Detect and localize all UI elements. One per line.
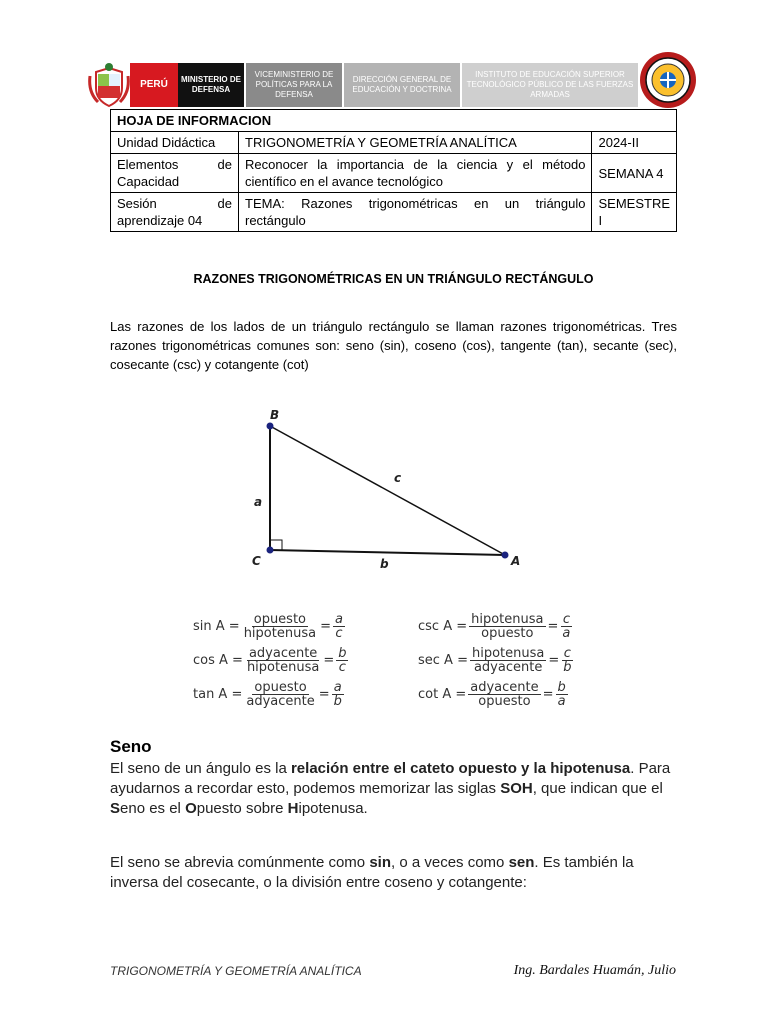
formula-cot: cot A = $\frac{\text{adyacente}}{\text{opuesto}}$ = $\frac{b}{a}$ <box>418 679 566 709</box>
formula-tan-rden: b <box>333 693 342 709</box>
vertex-b-label: B <box>270 408 280 422</box>
info-table-heading: HOJA DE INFORMACION <box>111 110 677 132</box>
seno-paragraph-2: El seno se abrevia comúnmente como sin, o a veces como sen. Es también la inversa del cosecante, o la división entre coseno y cotangente: <box>110 854 634 891</box>
formula-tan-den: adyacente <box>246 693 315 709</box>
formula-cot-den: opuesto <box>478 693 531 709</box>
vertex-c-dot <box>267 547 274 554</box>
right-triangle-diagram <box>240 400 540 580</box>
formula-cot-rnum: b <box>557 679 566 695</box>
side-b-label: b <box>380 557 389 571</box>
direccion-label: DIRECCIÓN GENERAL DE EDUCACIÓN Y DOCTRINA <box>344 63 460 107</box>
side-c-label: c <box>394 471 402 485</box>
formula-sin-rden: c <box>335 625 343 641</box>
formula-csc-rden: a <box>562 625 571 641</box>
document-title: RAZONES TRIGONOMÉTRICAS EN UN TRIÁNGULO RECTÁNGULO <box>193 272 594 286</box>
formula-sin: sin A = $\frac{\text{opuesto}}{\text{hipotenusa}}$ = $\frac{a}{c}$ <box>193 611 343 641</box>
row1-value: TRIGONOMETRÍA Y GEOMETRÍA ANALÍTICA <box>239 132 592 154</box>
formula-cos-num: adyacente <box>248 645 318 661</box>
seno-abbrev-sen: sen <box>508 854 535 871</box>
row2-label: Elementos de Capacidad <box>111 154 239 193</box>
institute-seal-icon <box>638 50 698 110</box>
formula-cos: cos A = $\frac{\text{adyacente}}{\text{hipotenusa}}$ = $\frac{b}{c}$ <box>193 645 347 675</box>
footer-author: Ing. Bardales Huamán, Julio <box>513 963 676 978</box>
info-table <box>110 109 677 232</box>
row3-value: TEMA: Razones trigonométricas en un triángulo rectángulo <box>239 193 592 232</box>
formula-sin-num: opuesto <box>253 611 307 627</box>
formula-csc-num: hipotenusa <box>471 611 544 627</box>
formula-csc-den: opuesto <box>481 625 534 641</box>
seno-heading: Seno <box>110 737 152 756</box>
formula-sec-den: adyacente <box>473 659 543 675</box>
formula-cos-rnum: b <box>338 645 347 661</box>
peru-label: PERÚ <box>130 63 178 107</box>
seno-paragraph-1: El seno de un ángulo es la relación entre el cateto opuesto y la hipotenusa. Para ayudarnos a recordar esto, podemos memorizar las siglas SOH, que indican que el Seno es el Opuesto sobre Hipotenusa. <box>110 760 671 817</box>
vertex-a-dot <box>502 552 509 559</box>
formula-sin-rnum: a <box>334 611 343 627</box>
formula-sin-den: hipotenusa <box>243 625 317 641</box>
row2-extra: SEMANA 4 <box>592 154 677 193</box>
formula-cot-lhs: cot A = <box>418 686 467 702</box>
vertex-b-dot <box>267 423 274 430</box>
formula-sec-lhs: sec A = <box>418 652 468 668</box>
row1-extra: 2024-II <box>592 132 677 154</box>
vertex-a-label: A <box>511 554 521 568</box>
side-c-line <box>270 426 505 555</box>
formula-cos-lhs: cos A = <box>193 652 243 668</box>
formula-sec-rden: b <box>563 659 572 675</box>
formula-csc: csc A = $\frac{\text{hipotenusa}}{\text{opuesto}}$ = $\frac{c}{a}$ <box>418 611 571 641</box>
formula-tan-rnum: a <box>333 679 342 695</box>
seno-key-relation: relación entre el cateto opuesto y la hipotenusa <box>290 760 631 777</box>
row3-label: Sesión de aprendizaje 04 <box>111 193 239 232</box>
row1-label: Unidad Didáctica <box>111 132 239 154</box>
formula-sec-rnum: c <box>563 645 571 661</box>
footer-course: TRIGONOMETRÍA Y GEOMETRÍA ANALÍTICA <box>110 964 362 978</box>
formula-csc-lhs: csc A = <box>418 618 468 634</box>
intro-paragraph: Las razones de los lados de un triángulo rectángulo se llaman razones trigonométricas. Tres razones trigonométricas comunes son: seno (sin), coseno (cos), tangente (tan), secante (sec), cosecante (csc) y cotangente (cot) <box>110 319 677 372</box>
seno-abbrev-sin: sin <box>369 854 391 871</box>
formula-tan-lhs: tan A = <box>193 686 243 702</box>
formula-cot-num: adyacente <box>470 679 539 695</box>
formula-sin-lhs: sin A = <box>193 618 240 634</box>
ministerio-label: MINISTERIO DE DEFENSA <box>178 63 244 107</box>
formula-sec: sec A = $\frac{\text{hipotenusa}}{\text{adyacente}}$ = $\frac{c}{b}$ <box>418 645 572 675</box>
formula-tan: tan A = $\frac{\text{opuesto}}{\text{adyacente}}$ = $\frac{a}{b}$ <box>193 679 342 709</box>
instituto-label: INSTITUTO DE EDUCACIÓN SUPERIOR TECNOLÓGICO PÚBLICO DE LAS FUERZAS ARMADAS <box>462 63 638 107</box>
formula-sec-num: hipotenusa <box>471 645 545 661</box>
side-a-label: a <box>254 495 263 509</box>
viceministerio-label: VICEMINISTERIO DE POLÍTICAS PARA LA DEFENSA <box>246 63 342 107</box>
formula-tan-num: opuesto <box>254 679 307 695</box>
row3-extra: SEMESTRE I <box>592 193 677 232</box>
seno-acronym: SOH <box>500 780 533 797</box>
formula-cos-rden: c <box>338 659 346 675</box>
side-b-line <box>270 550 505 555</box>
peru-coat-of-arms-icon <box>88 62 130 108</box>
formula-cot-rden: a <box>557 693 566 709</box>
formula-cos-den: hipotenusa <box>246 659 320 675</box>
header-banner <box>88 50 700 110</box>
vertex-c-label: C <box>252 554 261 568</box>
formula-csc-rnum: c <box>562 611 570 627</box>
row2-value: Reconocer la importancia de la ciencia y el método científico en el avance tecnológico <box>239 154 592 193</box>
